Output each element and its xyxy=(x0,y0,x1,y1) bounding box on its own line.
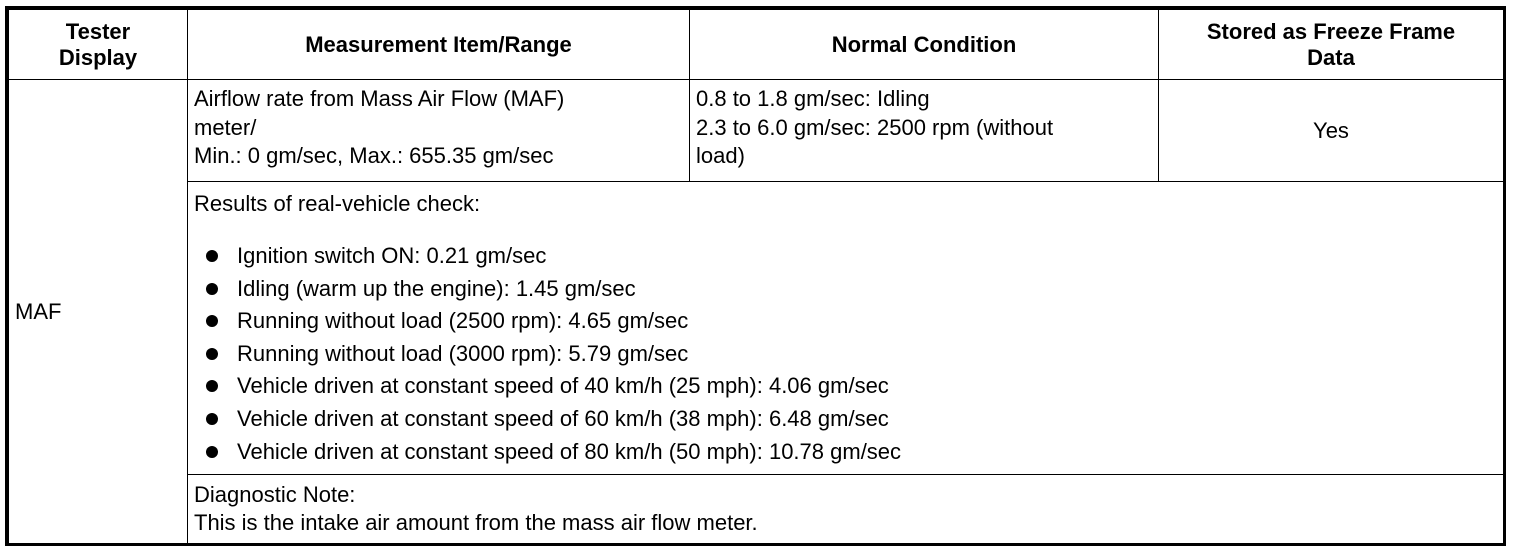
list-item-text: Ignition switch ON: 0.21 gm/sec xyxy=(237,243,547,268)
tester-display-cell: MAF xyxy=(9,80,188,544)
bullet-icon xyxy=(206,380,218,392)
measurement-line-1: Airflow rate from Mass Air Flow (MAF) xyxy=(194,86,565,111)
bullet-icon xyxy=(206,315,218,327)
freeze-frame-cell: Yes xyxy=(1159,80,1504,182)
diagnostic-note-cell xyxy=(188,475,1504,544)
diagnostic-note-title: Diagnostic Note: xyxy=(194,482,356,507)
normal-condition-text xyxy=(690,80,1158,171)
list-item xyxy=(206,273,1503,306)
list-item xyxy=(206,436,1503,469)
diagnostic-note-text: This is the intake air amount from the mass air flow meter. xyxy=(194,510,758,535)
list-item xyxy=(206,370,1503,403)
measurement-line-2: meter/ xyxy=(194,114,257,140)
diagnostic-note xyxy=(188,475,1503,537)
list-item xyxy=(206,338,1503,371)
header-freeze-frame xyxy=(1159,10,1504,80)
normal-condition-cell xyxy=(690,80,1159,182)
normal-line-3: load) xyxy=(696,143,745,168)
list-item-text: Vehicle driven at constant speed of 40 km/h (25 mph): 4.06 gm/sec xyxy=(237,373,889,399)
bullet-icon xyxy=(206,413,218,425)
bullet-icon xyxy=(206,446,218,458)
measurement-cell xyxy=(188,80,690,182)
bullet-icon xyxy=(206,348,218,360)
header-measurement-item: Measurement Item/Range xyxy=(188,10,690,80)
results-list xyxy=(188,240,1503,468)
list-item xyxy=(206,305,1503,338)
list-item xyxy=(206,240,1503,273)
header-tester-display-line-2: Display xyxy=(58,44,138,70)
data-table xyxy=(8,9,1504,544)
list-item-text: Idling (warm up the engine): 1.45 gm/sec xyxy=(237,275,636,301)
measurement-text xyxy=(188,80,689,171)
header-freeze-frame-line-1: Stored as Freeze Frame xyxy=(1206,18,1456,44)
list-item-text: Running without load (3000 rpm): 5.79 gm/sec xyxy=(237,340,689,366)
results-row xyxy=(9,182,1504,475)
bullet-icon xyxy=(206,250,218,262)
bullet-icon xyxy=(206,283,218,295)
normal-line-1: 0.8 to 1.8 gm/sec: Idling xyxy=(696,86,930,111)
list-item xyxy=(206,403,1503,436)
normal-line-2: 2.3 to 6.0 gm/sec: 2500 rpm (without xyxy=(696,114,1054,140)
list-item-text: Running without load (2500 rpm): 4.65 gm/sec xyxy=(237,308,689,334)
results-title: Results of real-vehicle check: xyxy=(194,191,481,216)
header-tester-display xyxy=(9,10,188,80)
data-table-frame xyxy=(5,6,1506,546)
header-tester-display-line-1: Tester xyxy=(65,18,131,44)
note-row xyxy=(9,475,1504,544)
list-item-text: Vehicle driven at constant speed of 80 km/h (50 mph): 10.78 gm/sec xyxy=(237,438,902,464)
header-freeze-frame-line-2: Data xyxy=(1307,44,1355,70)
measurement-line-3: Min.: 0 gm/sec, Max.: 655.35 gm/sec xyxy=(194,143,554,168)
header-row xyxy=(9,10,1504,80)
table-row xyxy=(9,80,1504,182)
list-item-text: Vehicle driven at constant speed of 60 km/h (38 mph): 6.48 gm/sec xyxy=(237,405,889,431)
results-cell xyxy=(188,182,1504,475)
header-normal-condition: Normal Condition xyxy=(690,10,1159,80)
